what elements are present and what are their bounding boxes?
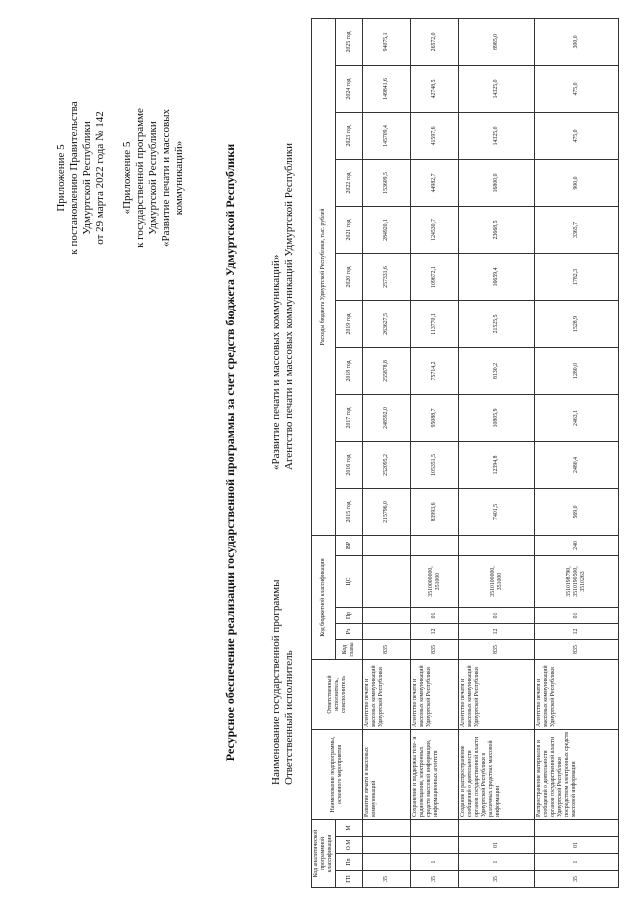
year-header: 2019 год: [336, 300, 363, 347]
code-gp: 35: [411, 871, 459, 888]
budget-cs: 3510000000, 351000: [411, 555, 459, 607]
budget-rz: 12: [535, 623, 619, 639]
expense-cell: 1280,0: [535, 347, 619, 394]
code-gp: 35: [459, 871, 535, 888]
table-row: [535, 18, 619, 887]
budget-cs: 3510100000, 351000: [459, 555, 535, 607]
expense-cell: 12394,8: [459, 441, 535, 488]
budget-header-rz: Рз: [336, 623, 363, 639]
program-name-value: «Развитие печати и массовых коммуникаций»: [270, 254, 282, 470]
expense-cell: 8985,0: [459, 18, 535, 65]
expense-cell: 8130,2: [459, 347, 535, 394]
expenses-header: Расходы бюджета Удмуртской Республики, тыс. рублей: [312, 18, 336, 535]
code-gp: 35: [535, 871, 619, 888]
expense-cell: 263627,5: [363, 300, 411, 347]
expense-cell: 1782,3: [535, 253, 619, 300]
expense-cell: 153609,5: [363, 159, 411, 206]
expense-cell: 16800,0: [459, 159, 535, 206]
analytic-code-header: Код аналитической программной классификации: [312, 819, 336, 887]
code-pp: 1: [535, 854, 619, 871]
code-om: [363, 837, 411, 854]
code-header-m: М: [336, 819, 363, 836]
expense-cell: 95088,7: [411, 394, 459, 441]
table-row: [363, 18, 411, 887]
appendix-line: Удмуртской Республики: [81, 121, 93, 235]
expense-cell: 21525,5: [459, 300, 535, 347]
expense-cell: 300,0: [535, 18, 619, 65]
row-name: Развитие печати и массовых коммуникаций: [363, 729, 411, 819]
budget-vr: 240: [535, 535, 619, 555]
code-m: [411, 819, 459, 836]
expense-cell: 94075,1: [363, 18, 411, 65]
code-gp: 35: [363, 871, 411, 888]
expense-cell: 124530,7: [411, 206, 459, 253]
budget-vr: [411, 535, 459, 555]
code-pp: 1: [459, 854, 535, 871]
code-pp: 1: [411, 854, 459, 871]
year-header: 2024 год: [336, 65, 363, 112]
budget-pr: 01: [535, 607, 619, 623]
expense-cell: 248592,0: [363, 394, 411, 441]
code-om: [411, 837, 459, 854]
year-header: 2020 год: [336, 253, 363, 300]
budget-cs: 3510198790, 3510190500, 3510263: [535, 555, 619, 607]
table-row: [459, 18, 535, 887]
expense-cell: 900,0: [535, 159, 619, 206]
appendix-header: [55, 48, 186, 308]
year-header: 2023 год: [336, 112, 363, 159]
resource-table: [311, 18, 619, 888]
year-header: 2018 год: [336, 347, 363, 394]
expense-cell: 569,0: [535, 488, 619, 535]
budget-code-header: Код бюджетной классификации: [312, 535, 336, 659]
program-appendix-line: к государственной программе: [134, 108, 146, 248]
expense-cell: 255878,8: [363, 347, 411, 394]
budget-cs: [363, 555, 411, 607]
expense-cell: 7401,5: [459, 488, 535, 535]
budget-header-cs: ЦС: [336, 555, 363, 607]
expense-cell: 475,0: [535, 65, 619, 112]
budget-pr: 01: [459, 607, 535, 623]
expense-cell: 3365,7: [535, 206, 619, 253]
budget-chapter: 835: [535, 639, 619, 659]
expense-cell: 10805,9: [459, 394, 535, 441]
responsible-header: Ответственный исполнитель, соисполнитель: [312, 659, 363, 729]
row-name: Создание и распространение сообщений о деятельности органов государственной власти Удмуртской Республики в различных средствах массовой информации: [459, 729, 535, 819]
code-m: [459, 819, 535, 836]
row-responsible: Агентство печати и массовых коммуникаций Удмуртской Республики: [411, 659, 459, 729]
budget-header-vr: ВР: [336, 535, 363, 555]
expense-cell: 14325,0: [459, 112, 535, 159]
row-name: Сохранение и поддержка теле- и радиовещания, электронных средств массовой информации, информационных агентств: [411, 729, 459, 819]
expense-cell: 23668,5: [459, 206, 535, 253]
row-responsible: Агентство печати и массовых коммуникаций Удмуртской Республики: [459, 659, 535, 729]
executor-value: Агентство печати и массовых коммуникаций Удмуртской Республики: [283, 143, 295, 470]
document-title: Ресурсное обеспечение реализации государственной программы за счет средств бюджета Удмуртской Республики: [223, 143, 237, 762]
year-header: 2022 год: [336, 159, 363, 206]
expense-cell: 475,0: [535, 112, 619, 159]
expense-cell: 252095,2: [363, 441, 411, 488]
budget-header-chapter: Код главы: [336, 639, 363, 659]
expense-cell: 257331,6: [363, 253, 411, 300]
expense-cell: 105351,5: [411, 441, 459, 488]
expense-cell: 1528,9: [535, 300, 619, 347]
expense-cell: 2463,1: [535, 394, 619, 441]
table-row: [411, 18, 459, 887]
program-labels: [270, 579, 296, 785]
year-header: 2015 год: [336, 488, 363, 535]
budget-rz: [363, 623, 411, 639]
program-name-label: Наименование государственной программы: [270, 579, 282, 785]
expense-cell: 145709,4: [363, 112, 411, 159]
expense-cell: 42748,5: [411, 65, 459, 112]
expense-cell: 83993,6: [411, 488, 459, 535]
name-header: Наименование подпрограммы, основного мероприятия: [312, 729, 363, 819]
budget-chapter: 835: [411, 639, 459, 659]
executor-label: Ответственный исполнитель: [283, 650, 295, 785]
budget-rz: 12: [411, 623, 459, 639]
code-m: [363, 819, 411, 836]
expense-cell: 215796,0: [363, 488, 411, 535]
budget-header-pr: Пр: [336, 607, 363, 623]
expense-cell: 149841,6: [363, 65, 411, 112]
expense-cell: 109672,1: [411, 253, 459, 300]
year-header: 2017 год: [336, 394, 363, 441]
code-header-gp: ГП: [336, 871, 363, 888]
code-om: 01: [535, 837, 619, 854]
budget-chapter: 835: [459, 639, 535, 659]
program-appendix-line: «Приложение 5: [121, 141, 133, 215]
budget-pr: 01: [411, 607, 459, 623]
budget-chapter: 835: [363, 639, 411, 659]
expense-cell: 14325,0: [459, 65, 535, 112]
program-appendix-line: Удмуртской Республики: [147, 121, 159, 235]
year-header: 2025 год: [336, 18, 363, 65]
program-values: [270, 143, 296, 470]
code-m: [535, 819, 619, 836]
expense-cell: 113770,1: [411, 300, 459, 347]
row-responsible: Агентство печати и массовых коммуникаций Удмуртской Республики: [363, 659, 411, 729]
year-header: 2021 год: [336, 206, 363, 253]
expense-cell: 2480,4: [535, 441, 619, 488]
expense-cell: 44982,7: [411, 159, 459, 206]
code-pp: [363, 854, 411, 871]
budget-pr: [363, 607, 411, 623]
program-appendix-line: коммуникаций»: [173, 140, 185, 216]
expense-cell: 16659,4: [459, 253, 535, 300]
expense-cell: 26572,0: [411, 18, 459, 65]
code-header-om: О М: [336, 837, 363, 854]
expense-cell: 41597,6: [411, 112, 459, 159]
budget-rz: 12: [459, 623, 535, 639]
program-appendix-line: «Развитие печати и массовых: [160, 108, 172, 248]
appendix-line: к постановлению Правительства: [68, 101, 80, 255]
budget-vr: [459, 535, 535, 555]
expense-cell: 75714,2: [411, 347, 459, 394]
appendix-line: от 29 марта 2022 года № 142: [94, 111, 106, 245]
appendix-line: Приложение 5: [55, 144, 67, 212]
row-name: Распространение материалов и сообщений о деятельности органов государственной власти Удмуртской Республики посредством электронных средств массовой информации: [535, 729, 619, 819]
row-responsible: Агентство печати и массовых коммуникаций Удмуртской Республики: [535, 659, 619, 729]
code-header-pp: Пп: [336, 854, 363, 871]
expense-cell: 284920,1: [363, 206, 411, 253]
budget-vr: [363, 535, 411, 555]
year-header: 2016 год: [336, 441, 363, 488]
code-om: 01: [459, 837, 535, 854]
